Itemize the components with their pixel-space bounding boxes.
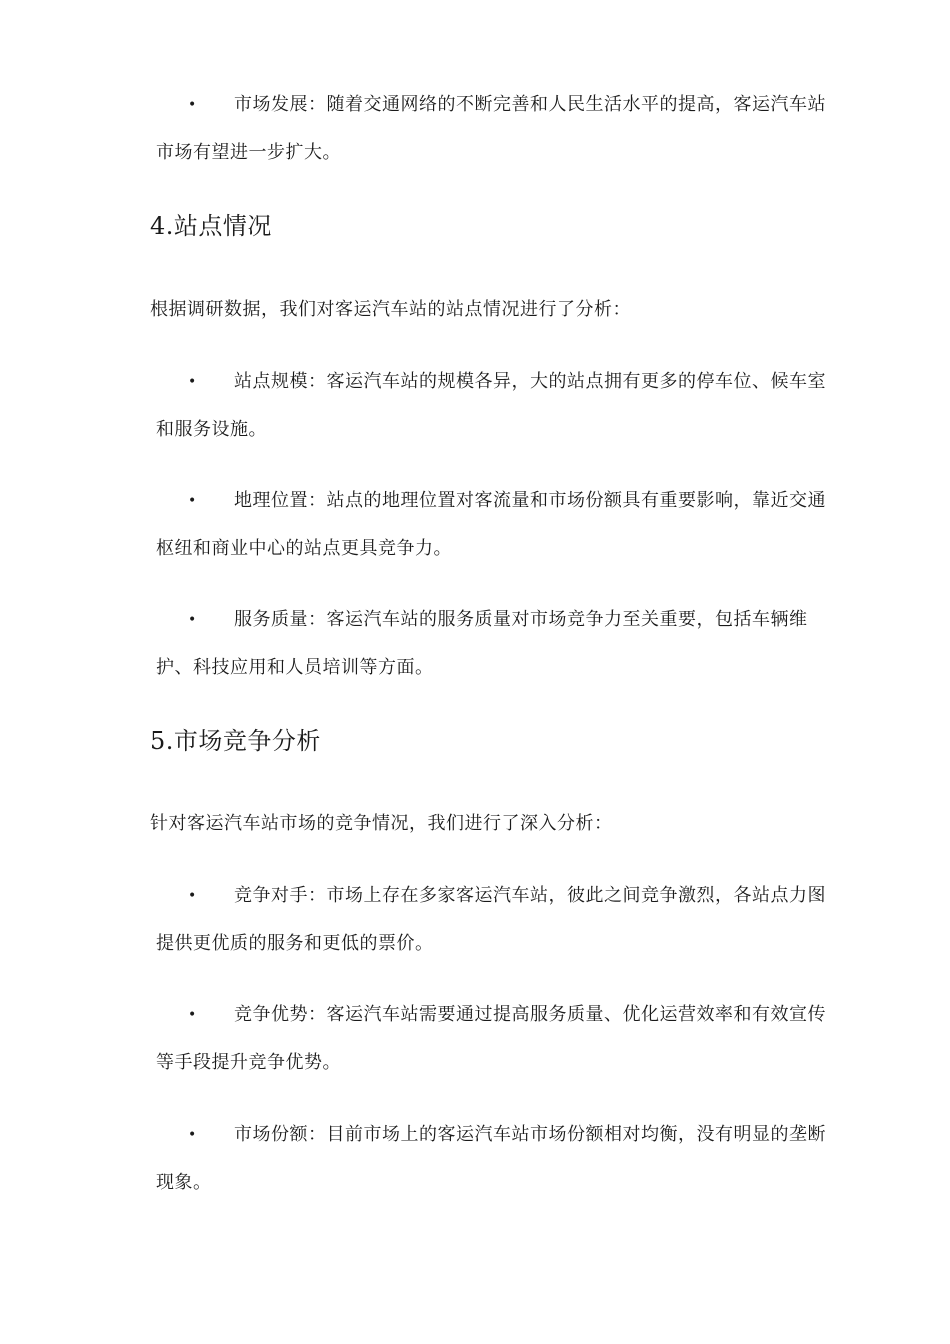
bullet-icon: • (188, 1127, 197, 1143)
section-intro-paragraph: 根据调研数据，我们对客运汽车站的站点情况进行了分析： (150, 299, 631, 320)
bullet-icon: • (188, 493, 197, 509)
list-item-text: 地理位置：站点的地理位置对客流量和市场份额具有重要影响，靠近交通枢纽和商业中心的站点更具竞争力。 (156, 490, 826, 559)
section-intro-paragraph: 针对客运汽车站市场的竞争情况，我们进行了深入分析： (150, 813, 613, 834)
list-item-text: 市场发展：随着交通网络的不断完善和人民生活水平的提高，客运汽车站市场有望进一步扩大。 (156, 94, 826, 163)
list-item-service-quality (156, 596, 831, 692)
bullet-icon: • (188, 888, 197, 904)
list-item-text: 服务质量：客运汽车站的服务质量对市场竞争力至关重要，包括车辆维护、科技应用和人员培训等方面。 (156, 609, 808, 678)
list-item-market-share (156, 1111, 831, 1207)
bullet-icon: • (188, 97, 197, 113)
list-item-competitive-advantage (156, 991, 831, 1087)
bullet-icon: • (188, 612, 197, 628)
section-heading-site-status: 4.站点情况 (150, 212, 272, 240)
list-item-competitors (156, 872, 831, 968)
bullet-icon: • (188, 1007, 197, 1023)
section-heading-market-competition: 5.市场竞争分析 (150, 727, 321, 755)
list-item-geographic-location (156, 477, 831, 573)
list-item-text: 市场份额：目前市场上的客运汽车站市场份额相对均衡，没有明显的垄断现象。 (156, 1124, 826, 1193)
list-item-market-development (156, 81, 831, 177)
bullet-icon: • (188, 374, 197, 390)
list-item-text: 竞争对手：市场上存在多家客运汽车站，彼此之间竞争激烈，各站点力图提供更优质的服务和更低的票价。 (156, 885, 826, 954)
list-item-site-scale (156, 358, 831, 454)
list-item-text: 站点规模：客运汽车站的规模各异，大的站点拥有更多的停车位、候车室和服务设施。 (156, 371, 826, 440)
list-item-text: 竞争优势：客运汽车站需要通过提高服务质量、优化运营效率和有效宣传等手段提升竞争优势。 (156, 1004, 826, 1073)
